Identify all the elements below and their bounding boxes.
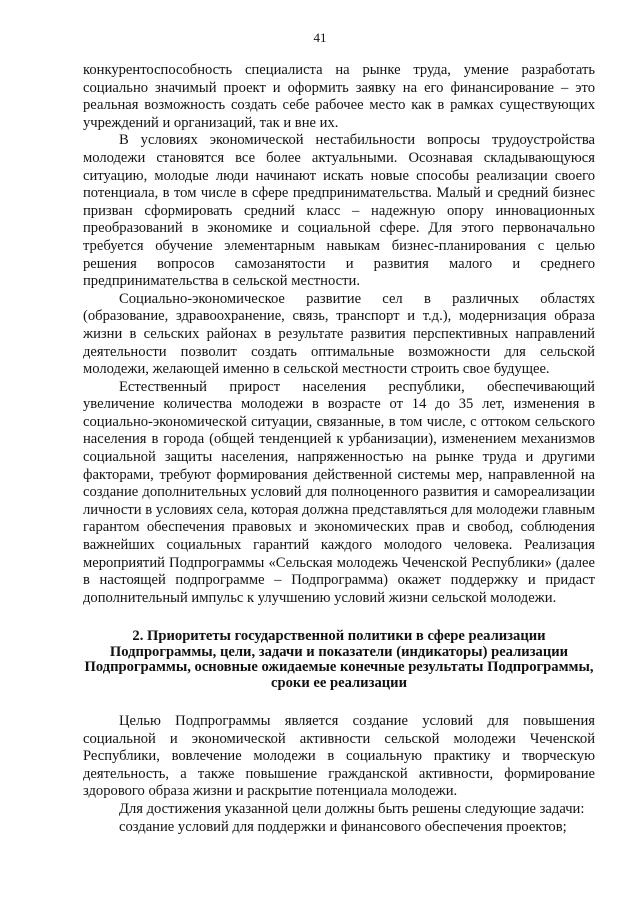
paragraph: создание условий для поддержки и финансового обеспечения проектов; [119,818,567,835]
document-body [83,62,595,836]
paragraph: конкурентоспособность специалиста на рынке труда, умение разработать социально значимый проект и оформить заявку на его финансирование – это реальная возможность создать себе рабочее место как в рамках существующих учреждений и организаций, так и вне их. [83,62,595,131]
paragraph: Социально-экономическое развитие сел в различных областях (образование, здравоохранение, связь, транспорт и т.д.), модернизация образа жизни в сельских районах в результате развития перспективных направлений деятельности позволит создать оптимальные возможности для сельской молодежи, желающей именно в сельской местности строить свое будущее. [83,290,595,378]
page-number: 41 [313,30,327,45]
paragraph: В условиях экономической нестабильности вопросы трудоустройства молодежи становятся все более актуальными. Осознавая складывающуюся ситуацию, молодые люди начинают искать новые способы реализации своего потенциала, в том числе в сфере предпринимательства. Малый и средний бизнес призван сформировать средний класс – надежную опору инновационных преобразований в экономике и социальной сфере. Для этого первоначально требуется обучение элементарным навыкам бизнес-планирования с целью решения вопросов самозанятости и развития малого и среднего предпринимательства в сельской местности. [83,132,595,290]
paragraph: Естественный прирост населения республики, обеспечивающий увеличение количества молодежи в возрасте от 14 до 35 лет, изменения в социально-экономической ситуации, связанные, в том числе, с оттоком сельского населения в города (общей тенденцией к урбанизации), изменением механизмов социальной защиты населения, напряженностью на рынке труда и другими факторами, требуют формирования действенной системы мер, направленной на создание дополнительных условий для полноценного развития и самореализации личности в условиях села, которая должна представляться для молодежи главным гарантом обеспечения правовых и экономических прав и свобод, соблюдения важнейших социальных гарантий каждого молодого человека. Реализация мероприятий Подпрограммы «Сельская молодежь Чеченской Республики» (далее в настоящей подпрограмме – Подпрограмма) окажет поддержку и придаст дополнительный импульс к улучшению условий жизни сельской молодежи. [83,378,595,606]
paragraph: Для достижения указанной цели должны быть решены следующие задачи: [119,801,585,817]
section-heading: 2. Приоритеты государственной политики в сфере реализации Подпрограммы, цели, задачи и показатели (индикаторы) реализации Подпрограммы, основные ожидаемые конечные результаты Подпрограммы, сроки ее реализации [84,628,594,691]
paragraph: Целью Подпрограммы является создание условий для повышения социальной и экономической активности сельской молодежи Чеченской Республики, вовлечение молодежи в социальную практику и творческую деятельность, а также повышение гражданской активности, формирование здорового образа жизни и раскрытие потенциала молодежи. [83,713,595,800]
